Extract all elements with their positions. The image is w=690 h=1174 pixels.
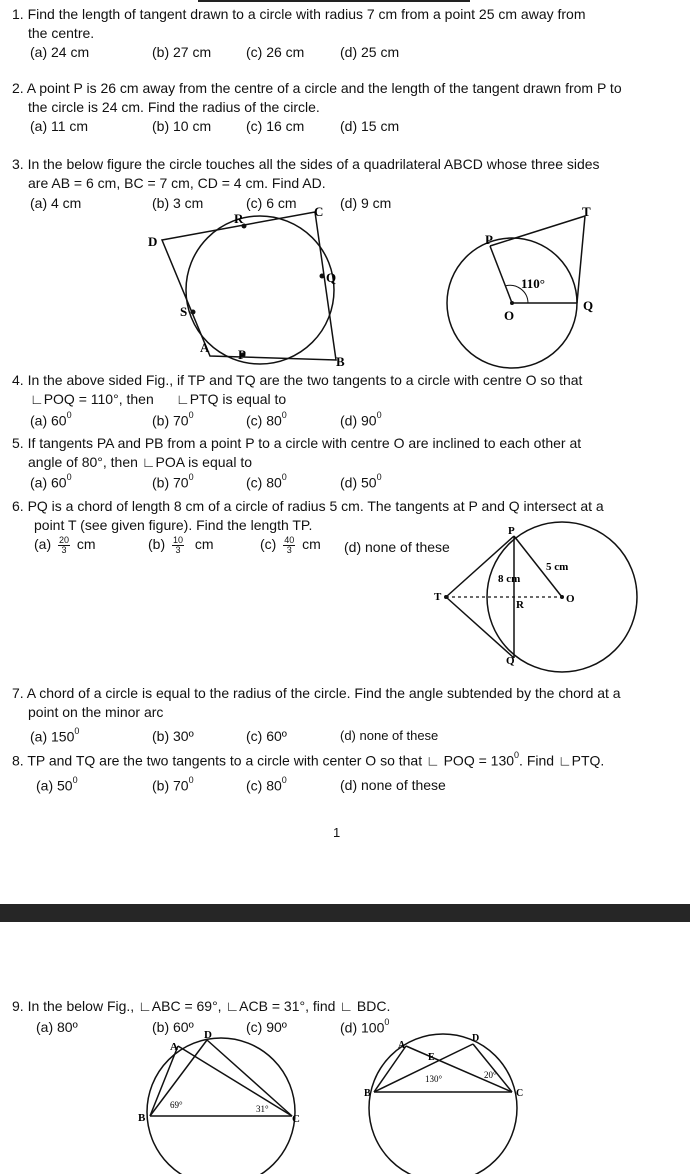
q9-option-b: (b) 60º [152, 1019, 194, 1035]
fig9a-label-a: A [170, 1041, 178, 1053]
q9-option-d: (d) $100^0$ [340, 1017, 390, 1036]
q5-option-d: (d) $50^0$ [340, 472, 382, 491]
q2-text: 2. A point P is 26 cm away from the centre of a circle and the length of the tangent drawn from P to [12, 80, 622, 96]
fig3-label-q: Q [326, 270, 337, 285]
fig9a-label-31: 31° [256, 1104, 269, 1114]
fig3-label-s: S [180, 304, 188, 319]
q4-option-b: (b) $70^0$ [152, 410, 194, 429]
fig6-label-t: T [434, 591, 442, 603]
q5-text: 5. If tangents PA and PB from a point P to a circle with centre O are inclined to each other at [12, 435, 582, 451]
fig9a-label-b: B [138, 1112, 146, 1124]
fig4-label-t: T [582, 204, 591, 219]
q7-option-c: (c) 60º [246, 728, 287, 744]
q8-option-c: (c) $80^0$ [246, 775, 287, 794]
q5-option-b: (b) $70^0$ [152, 472, 194, 491]
q7-option-b: (b) 30º [152, 728, 194, 744]
q9-option-a: (a) 80º [36, 1019, 78, 1035]
q8-option-d: (d) none of these [340, 777, 446, 793]
q1-option-d: (d) 25 cm [340, 44, 400, 60]
fig4-label-p: P [485, 232, 493, 247]
q3-option-c: (c) 6 cm [246, 195, 297, 211]
fig6-label-o: O [566, 593, 575, 605]
fig3-label-c: C [314, 204, 324, 219]
fig3-label-b: B [336, 354, 345, 369]
fig3-label-a: A [200, 340, 210, 355]
q4-option-a: (a) $60^0$ [30, 410, 72, 429]
q5-text-2: angle of 80°, then ∟POA is equal to [28, 454, 253, 470]
fig9b-label-b: B [364, 1088, 371, 1099]
fig6-label-r: R [516, 599, 524, 611]
q2-option-c: (c) 16 cm [246, 118, 305, 134]
fig4-label-q: Q [583, 298, 594, 313]
fig9b-label-c: C [516, 1088, 524, 1099]
fig9a-label-c: C [292, 1113, 300, 1125]
q5-option-a: (a) $60^0$ [30, 472, 72, 491]
q5-option-c: (c) $80^0$ [246, 472, 287, 491]
q4-text: 4. In the above sided Fig., if TP and TQ are the two tangents to a circle with centre O so that [12, 372, 583, 388]
q9-option-c: (c) 90º [246, 1019, 287, 1035]
q3-option-d: (d) 9 cm [340, 195, 392, 211]
fig9b-label-130: 130° [425, 1074, 443, 1084]
q2-text-2: the circle is 24 cm. Find the radius of the circle. [28, 99, 320, 115]
fig4-label-angle: 110° [521, 276, 545, 291]
fig6-label-q: Q [506, 655, 515, 667]
q7-text-2: point on the minor arc [28, 704, 164, 720]
q3-text-2: are AB = 6 cm, BC = 7 cm, CD = 4 cm. Find AD. [28, 175, 326, 191]
fig6-label-p: P [508, 525, 515, 537]
fig3-label-d: D [148, 234, 158, 249]
fig6-label-8cm: 8 cm [498, 573, 521, 585]
fig9b-label-20: 20° [484, 1070, 497, 1080]
q8-option-b: (b) $70^0$ [152, 775, 194, 794]
q8-text: 8. TP and TQ are the two tangents to a circle with center O so that ∟ POQ = $130^0$. Find ∟PTQ. [12, 750, 605, 769]
page-number: 1 [333, 825, 341, 840]
q3-option-b: (b) 3 cm [152, 195, 204, 211]
q6-option-d: (d) none of these [344, 539, 450, 555]
q6-text: 6. PQ is a chord of length 8 cm of a circle of radius 5 cm. The tangents at P and Q intersect at a [12, 498, 604, 514]
q8-option-a: (a) $50^0$ [36, 775, 78, 794]
q7-option-d: (d) none of these [340, 728, 439, 743]
q7-text: 7. A chord of a circle is equal to the radius of the circle. Find the angle subtended by the chord at a [12, 685, 621, 701]
fig3-label-r: R [234, 211, 244, 226]
fig4-label-o: O [504, 308, 515, 323]
q2-option-a: (a) 11 cm [30, 118, 89, 134]
q4-option-c: (c) $80^0$ [246, 410, 287, 429]
fig6-label-5cm: 5 cm [546, 561, 569, 573]
q2-option-b: (b) 10 cm [152, 118, 212, 134]
q1-text-2: the centre. [28, 25, 95, 41]
q1-option-b: (b) 27 cm [152, 44, 212, 60]
q1-text: 1. Find the length of tangent drawn to a circle with radius 7 cm from a point 25 cm away from [12, 6, 586, 22]
q6-text-2: point T (see given figure). Find the length TP. [34, 517, 313, 533]
q4-text-2b: ∟PTQ is equal to [176, 391, 287, 407]
q9-text: 9. In the below Fig., ∟ABC = 69°, ∟ACB = 31°, find ∟ BDC. [12, 998, 391, 1014]
q3-text: 3. In the below figure the circle touches all the sides of a quadrilateral ABCD whose three sides [12, 156, 600, 172]
q2-option-d: (d) 15 cm [340, 118, 400, 134]
q4-option-d: (d) $90^0$ [340, 410, 382, 429]
fig9b-label-d: D [472, 1033, 480, 1044]
fig9b-label-a: A [398, 1040, 406, 1051]
q6-option-b: (b) $\frac{10}{3}$ cm [148, 535, 214, 555]
q6-option-c: (c) $\frac{40}{3}$ cm [260, 535, 321, 555]
q6-option-a: (a) $\frac{20}{3}$ cm [34, 535, 96, 555]
q3-option-a: (a) 4 cm [30, 195, 82, 211]
q1-option-a: (a) 24 cm [30, 44, 90, 60]
fig9b-label-e: E [428, 1052, 435, 1063]
q7-option-a: (a) $150^0$ [30, 726, 80, 745]
fig9a-label-69: 69° [170, 1100, 183, 1110]
q4-text-2a: ∟POQ = 110°, then [30, 391, 154, 407]
fig3-label-p: P [238, 347, 246, 362]
q1-option-c: (c) 26 cm [246, 44, 305, 60]
fig9a-label-d: D [204, 1029, 212, 1041]
